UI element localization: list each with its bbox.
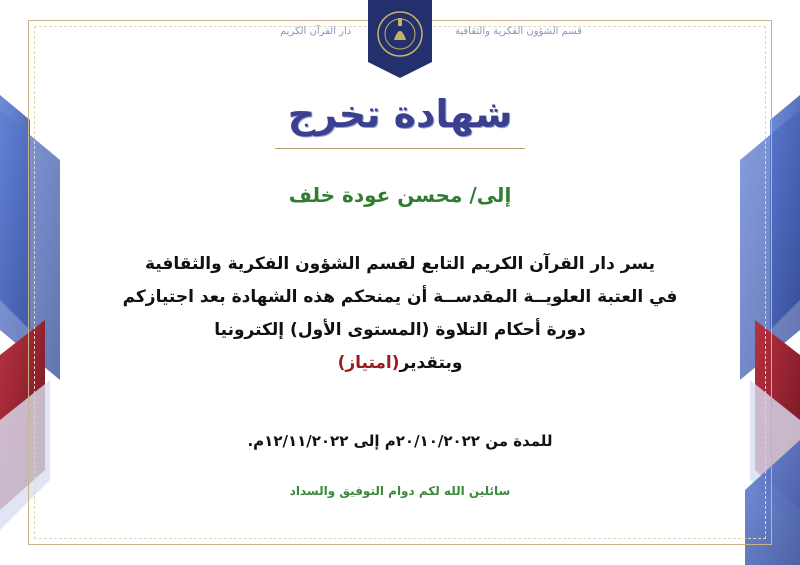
emblem-icon (368, 0, 432, 78)
institution-emblem (368, 0, 432, 78)
certificate-title: شهادة تخرج (287, 92, 513, 136)
recipient-name: إلى/ محسن عودة خلف (288, 183, 512, 207)
certificate-body (90, 248, 710, 380)
course-dates: للمدة من ٢٠/١٠/٢٠٢٢م إلى ١٢/١١/٢٠٢٢م. (247, 432, 553, 450)
closing-phrase: سائلين الله لكم دوام التوفيق والسداد (289, 484, 511, 498)
body-line-1: يسر دار القرآن الكريم التابع لقسم الشؤون الفكرية والثقافية (144, 254, 656, 274)
grade-value: (امتياز) (337, 353, 400, 373)
title-divider (275, 148, 525, 149)
header-right-text: قسم الشؤون الفكرية والثقافية (455, 26, 582, 37)
body-line-3: دورة أحكام التلاوة (المستوى الأول) إلكترونيا (214, 320, 586, 340)
header-left-text: دار القرآن الكريم (280, 26, 352, 37)
grade-line (90, 347, 710, 380)
grade-prefix: وبتقدير (399, 353, 463, 373)
body-line-2: في العتبة العلويــة المقدســة أن يمنحكم هذه الشهادة بعد اجتيازكم (122, 287, 678, 307)
